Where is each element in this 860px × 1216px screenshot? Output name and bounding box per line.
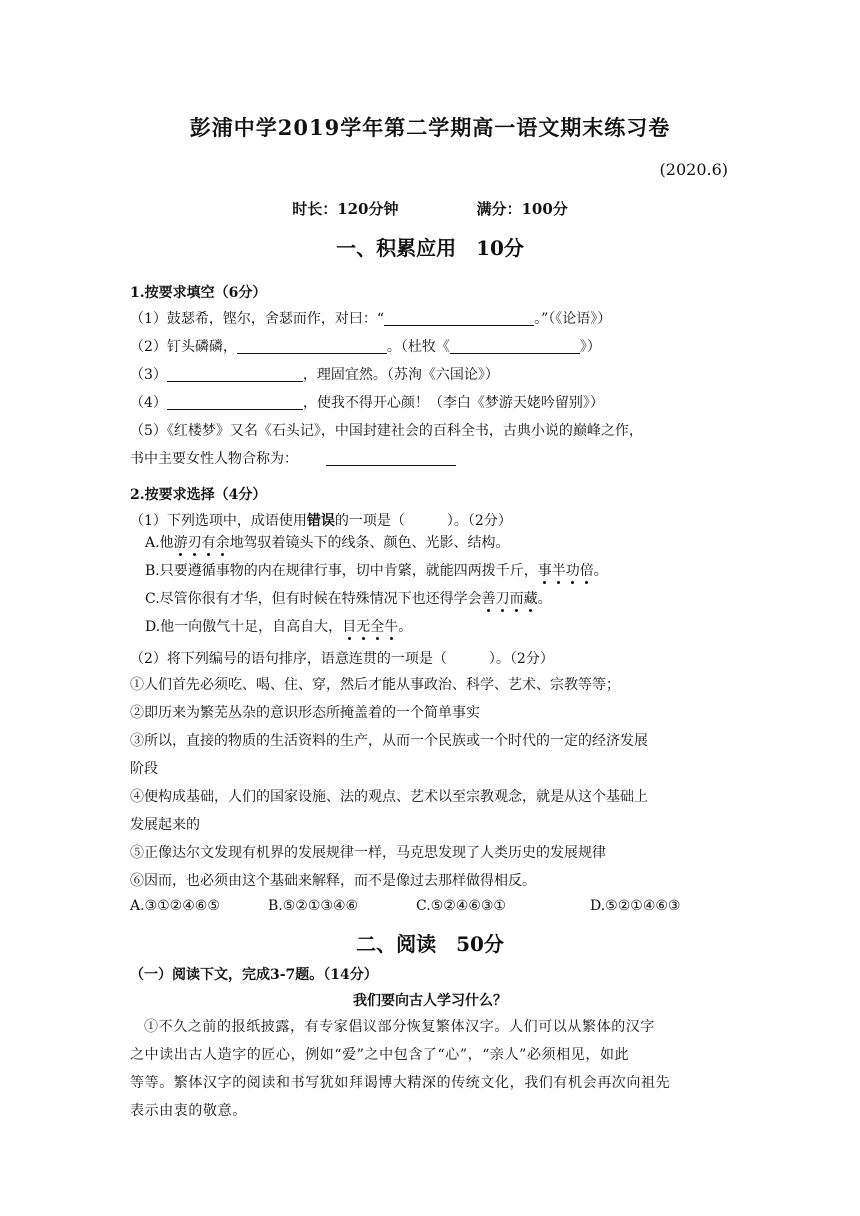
section-1-heading: 一、积累应用 10分 xyxy=(336,236,524,260)
q1-item-1-prefix: （1）鼓瑟希，铿尔，舍瑟而作，对曰：“ xyxy=(130,311,385,327)
exam-date: (2020.6) xyxy=(659,160,728,179)
option-b-idiom xyxy=(538,563,594,579)
option-d-idiom xyxy=(342,619,398,635)
choice-b[interactable]: B.⑤②①③④⑥ xyxy=(268,898,359,914)
q1-item-2 xyxy=(130,336,601,356)
emphasis-dot-char: 善 xyxy=(481,591,496,607)
emphasis-dot-char: 全 xyxy=(370,619,385,635)
emphasis-dot-char: 而 xyxy=(509,591,524,607)
sentence-4-line-1: ④便构成基础，人们的国家设施、法的观点、艺术以至宗教观念，就是从这个基础上 xyxy=(130,789,648,805)
option-a[interactable] xyxy=(145,532,510,552)
article-title: 我们要向古人学习什么？ xyxy=(353,993,507,1009)
emphasis-dot-char: 有 xyxy=(201,535,216,551)
emphasis-dot-char: 游 xyxy=(173,535,188,551)
q2-sub-1 xyxy=(130,510,512,530)
section-2-heading: 二、阅读 50分 xyxy=(356,932,504,956)
option-c-suffix: 。 xyxy=(537,591,552,607)
answer-blank[interactable] xyxy=(384,310,534,326)
emphasis-dot-char: 功 xyxy=(565,563,580,579)
q1-item-5-line-1: （5）《红楼梦》又名《石头记》，中国封建社会的百科全书，古典小说的巅峰之作， xyxy=(130,423,643,439)
option-b-suffix: 。 xyxy=(593,563,608,579)
q1-item-3-prefix: （3） xyxy=(130,367,167,383)
emphasis-dot-char: 刀 xyxy=(495,591,510,607)
sentence-3-line-1: ③所以，直接的物质的生活资料的生产，从而一个民族或一个时代的一定的经济发展 xyxy=(130,733,648,749)
answer-blank[interactable] xyxy=(167,394,303,410)
choice-a[interactable]: A.③①②④⑥⑤ xyxy=(130,898,220,914)
q1-item-4-suffix: ，使我不得开心颜！（李白《梦游天姥吟留别》） xyxy=(302,395,604,411)
q1-item-4 xyxy=(130,392,604,412)
article-para-1-line-1: ①不久之前的报纸披露，有专家倡议部分恢复繁体汉字。人们可以从繁体的汉字 xyxy=(144,1019,655,1035)
duration-text: 时长：120分钟 xyxy=(292,200,399,218)
option-c[interactable] xyxy=(145,588,552,608)
emphasis-dot-char: 余 xyxy=(215,535,230,551)
sentence-2: ②即历来为繁芜丛杂的意识形态所掩盖着的一个简单事实 xyxy=(130,705,480,721)
emphasis-dot-char: 藏 xyxy=(523,591,538,607)
article-para-1-line-4: 表示由衷的敬意。 xyxy=(130,1103,247,1119)
emphasis-dot-char: 事 xyxy=(537,563,552,579)
full-score-text: 满分：100分 xyxy=(476,200,568,218)
emphasis-dot-char: 刃 xyxy=(187,535,202,551)
option-c-idiom xyxy=(482,591,538,607)
exam-title: 彭浦中学2019学年第二学期高一语文期末练习卷 xyxy=(189,115,671,140)
q1-item-3 xyxy=(130,364,499,384)
article-para-1-line-3: 等等。繁体汉字的阅读和书写犹如拜谒博大精深的传统文化，我们有机会再次向祖先 xyxy=(130,1075,671,1091)
option-a-idiom xyxy=(174,535,230,551)
reading-part-1-heading: （一）阅读下文，完成3-7题。（14分） xyxy=(130,967,378,983)
emphasis-dot-char: 目 xyxy=(342,619,357,635)
option-a-suffix: 地驾驭着镜头下的线条、颜色、光影、结构。 xyxy=(229,535,510,551)
sentence-1: ①人们首先必须吃、喝、住、穿，然后才能从事政治、科学、艺术、宗教等等； xyxy=(130,677,620,693)
q2-sub-1-prefix: （1）下列选项中，成语使用 xyxy=(130,513,307,529)
emphasis-dot-char: 半 xyxy=(551,563,566,579)
q1-item-5-line-2 xyxy=(130,448,456,468)
q1-item-1 xyxy=(130,308,611,328)
q1-item-2-prefix: （2）钉头磷磷， xyxy=(130,339,237,355)
q1-item-2-middle: 。（杜牧《 xyxy=(386,339,450,355)
q1-item-4-prefix: （4） xyxy=(130,395,167,411)
q1-item-1-suffix: 。”（《论语》） xyxy=(534,311,612,327)
emphasis-wrong: 错误 xyxy=(306,513,335,529)
emphasis-dot-char: 倍 xyxy=(579,563,594,579)
option-d-prefix: D.他一向傲气十足，自高自大， xyxy=(145,619,343,635)
q1-item-3-suffix: ，理固宜然。（苏洵《六国论》） xyxy=(302,367,499,383)
sentence-6: ⑥因而，也必须由这个基础来解释，而不是像过去那样做得相反。 xyxy=(130,873,536,889)
option-d-suffix: 。 xyxy=(398,619,413,635)
q2-sub-1-suffix: 的一项是（ ）。（2分） xyxy=(334,513,512,529)
q1-item-2-suffix: 》） xyxy=(579,339,601,355)
option-b-prefix: B.只要遵循事物的内在规律行事，切中肯綮，就能四两拨千斤， xyxy=(145,563,538,579)
choice-c[interactable]: C.⑤②④⑥③① xyxy=(416,898,506,914)
option-a-prefix: A.他 xyxy=(145,535,174,551)
sentence-4-line-2: 发展起来的 xyxy=(130,817,200,833)
option-c-prefix: C.尽管你很有才华，但有时候在特殊情况下也还得学会 xyxy=(145,591,482,607)
choice-d[interactable]: D.⑤②①④⑥③ xyxy=(590,898,681,914)
answer-blank[interactable] xyxy=(450,338,580,354)
article-para-1-line-2: 之中读出古人造字的匠心，例如“爱”之中包含了“心”，“亲人”必须相见，如此 xyxy=(130,1047,630,1063)
answer-blank[interactable] xyxy=(237,338,387,354)
answer-blank[interactable] xyxy=(167,366,303,382)
q1-item-5-prefix: 书中主要女性人物合称为： xyxy=(130,451,298,467)
answer-blank[interactable] xyxy=(326,450,456,466)
option-d[interactable] xyxy=(145,616,412,636)
option-b[interactable] xyxy=(145,560,608,580)
emphasis-dot-char: 无 xyxy=(356,619,371,635)
exam-meta xyxy=(0,198,860,219)
question-2-heading: 2.按要求选择（4分） xyxy=(130,487,267,503)
sentence-3-line-2: 阶段 xyxy=(130,761,158,777)
q2-sub-2: （2）将下列编号的语句排序，语意连贯的一项是（ ）。（2分） xyxy=(130,651,554,667)
sentence-5: ⑤正像达尔文发现有机界的发展规律一样，马克思发现了人类历史的发展规律 xyxy=(130,845,606,861)
question-1-heading: 1.按要求填空（6分） xyxy=(130,285,267,301)
emphasis-dot-char: 牛 xyxy=(384,619,399,635)
